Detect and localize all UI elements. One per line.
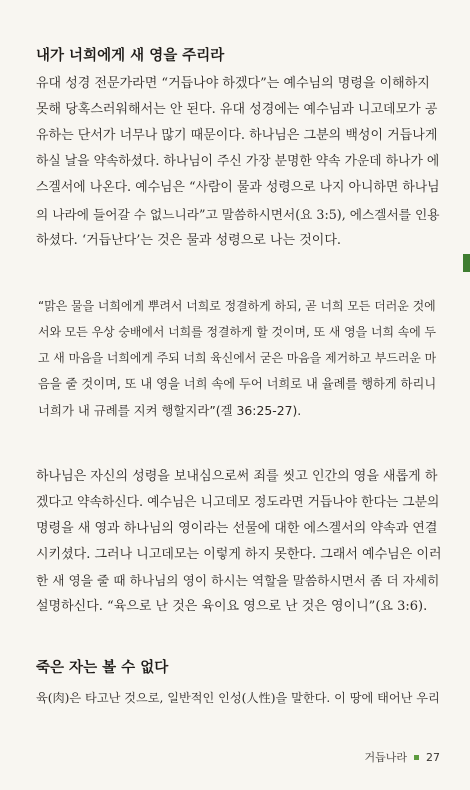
text-line: 유하는 단서가 너무나 많기 때문이다. 하나님은 그분의 백성이 거듭나게 xyxy=(36,128,438,143)
text-line: 육(肉)은 타고난 것으로, 일반적인 인성(人性)을 말한다. 이 땅에 태어난 우리 xyxy=(36,691,440,705)
footer-separator-square xyxy=(414,755,419,760)
text-line: 명령을 새 영과 하나님의 영이라는 선물에 대한 에스겔서의 약속과 연결 xyxy=(36,521,438,536)
quote-line: 고 새 마음을 너희에게 주되 너희 육신에서 굳은 마음을 제거하고 부드러운 마 xyxy=(38,351,437,365)
section-heading-new-spirit: 내가 너희에게 새 영을 주리라 xyxy=(36,48,225,64)
text-line: 못해 당혹스러워해서는 안 된다. 유대 성경에는 예수님과 니고데모가 공 xyxy=(36,102,438,117)
text-line: 하실 날을 약속하셨다. 하나님이 주신 가장 분명한 약속 가운데 하나가 에 xyxy=(36,154,440,169)
page-number: 27 xyxy=(426,751,440,764)
text-line: 하나님은 자신의 성령을 보내심으로써 죄를 씻고 인간의 영을 새롭게 하 xyxy=(36,469,438,484)
page-footer xyxy=(364,749,440,765)
text-line: 유대 성경 전문가라면 “거듭나야 하겠다”는 예수님의 명령을 이해하지 xyxy=(36,76,430,91)
text-line: 하셨다. ‘거듭난다’는 것은 물과 성령으로 나는 것이다. xyxy=(36,233,342,248)
text-line: 겠다고 약속하신다. 예수님은 니고데모 정도라면 거듭나야 한다는 그분의 xyxy=(36,495,440,510)
quote-line: 음을 줄 것이며, 또 내 영을 너희 속에 두어 너희로 내 율례를 행하게 하리니 xyxy=(38,377,437,391)
quote-line: 서와 모든 우상 숭배에서 너희를 정결하게 할 것이며, 또 새 영을 너희 속에 두 xyxy=(38,325,437,339)
section-heading-dead-cannot-see: 죽은 자는 볼 수 없다 xyxy=(36,660,169,676)
running-title: 거듭나라 xyxy=(364,751,407,764)
text-line: 스겔서에 나온다. 예수님은 “사람이 물과 성령으로 나지 아니하면 하나님 xyxy=(36,180,440,195)
text-line: 시키셨다. 그러나 니고데모는 이렇게 하지 못한다. 그래서 예수님은 이러 xyxy=(36,547,442,562)
side-tab-marker xyxy=(463,254,470,272)
quote-line: 너희가 내 규례를 지켜 행할지라”(겔 36:25-27). xyxy=(38,403,302,418)
text-line: 한 새 영을 줄 때 하나님의 영이 하시는 역할을 말씀하시면서 좀 더 자세히 xyxy=(36,573,440,588)
text-line: 설명하신다. “육으로 난 것은 육이요 영으로 난 것은 영이니”(요 3:6). xyxy=(36,599,428,614)
text-line: 의 나라에 들어갈 수 없느니라”고 말씀하시면서(요 3:5), 에스겔서를 인용 xyxy=(36,207,440,222)
quote-line: “맑은 물을 너희에게 뿌려서 너희로 정결하게 하되, 곧 너희 모든 더러운 것에 xyxy=(38,299,436,313)
